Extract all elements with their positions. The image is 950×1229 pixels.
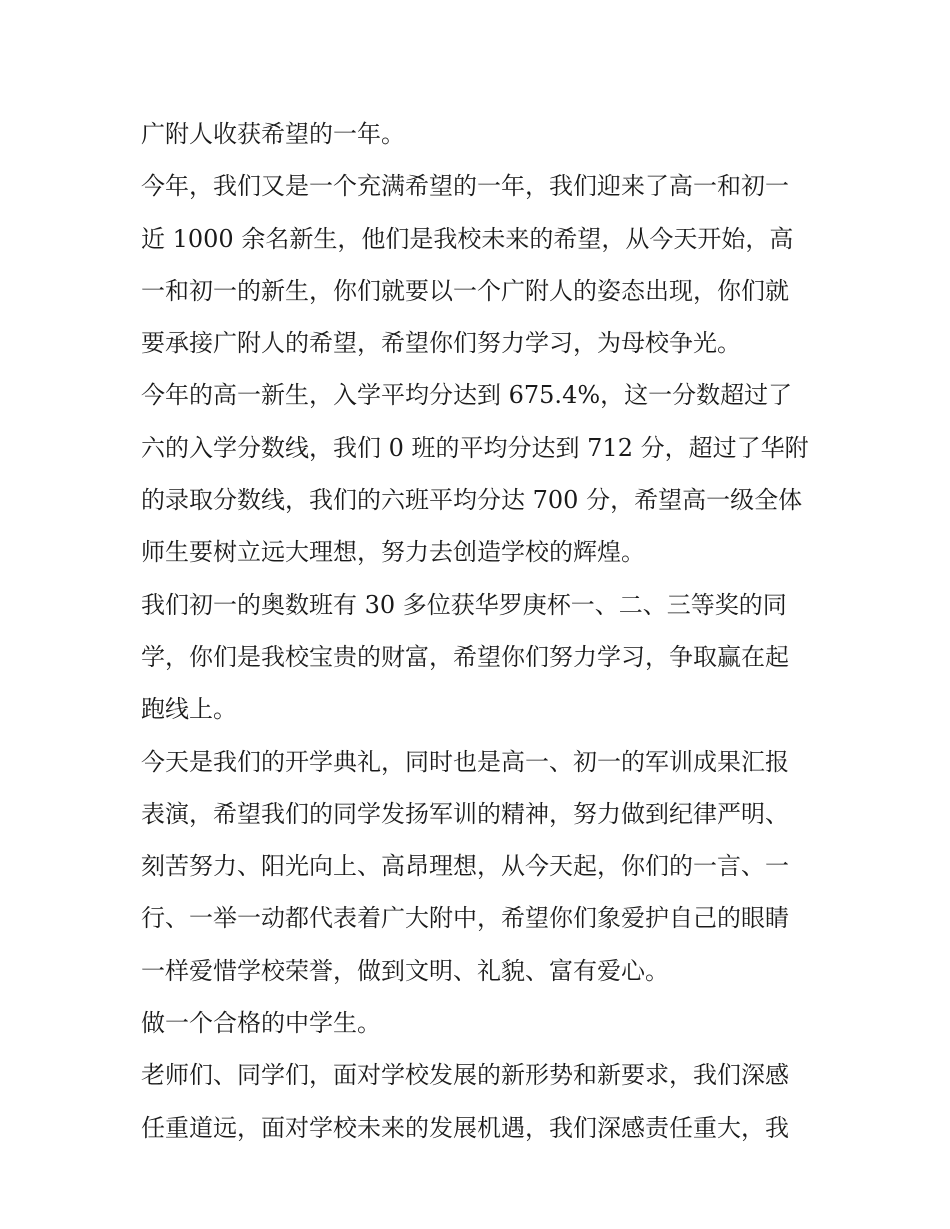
- text-line: 一和初一的新生，你们就要以一个广附人的姿态出现，你们就: [141, 276, 789, 305]
- text-line: 今年的高一新生，入学平均分达到 675.4%，这一分数超过了: [141, 381, 793, 410]
- text-line: 表演，希望我们的同学发扬军训的精神，努力做到纪律严明、: [141, 799, 789, 828]
- text-line: 今天是我们的开学典礼，同时也是高一、初一的军训成果汇报: [141, 747, 789, 776]
- text-line: 师生要树立远大理想，努力去创造学校的辉煌。: [141, 538, 645, 567]
- text-line: 一样爱惜学校荣誉，做到文明、礼貌、富有爱心。: [141, 956, 669, 985]
- text-line: 今年，我们又是一个充满希望的一年，我们迎来了高一和初一: [141, 172, 789, 201]
- text-line: 行、一举一动都代表着广大附中，希望你们象爱护自己的眼睛: [141, 904, 789, 933]
- text-line: 刻苦努力、阳光向上、高昂理想，从今天起，你们的一言、一: [141, 852, 789, 881]
- document-body: [141, 108, 811, 1154]
- text-line: 学，你们是我校宝贵的财富，希望你们努力学习，争取赢在起: [141, 642, 789, 671]
- text-line: 广附人收获希望的一年。: [141, 120, 405, 148]
- text-line: 我们初一的奥数班有 30 多位获华罗庚杯一、二、三等奖的同: [141, 590, 787, 619]
- text-line: 任重道远，面对学校未来的发展机遇，我们深感责任重大，我: [141, 1113, 789, 1142]
- text-line: 的录取分数线，我们的六班平均分达 700 分，希望高一级全体: [141, 486, 803, 515]
- text-line: 六的入学分数线，我们 0 班的平均分达到 712 分，超过了华附: [141, 433, 809, 462]
- text-line: 老师们、同学们，面对学校发展的新形势和新要求，我们深感: [141, 1061, 789, 1090]
- text-line: 近 1000 余名新生，他们是我校未来的希望，从今天开始，高: [141, 224, 794, 253]
- text-line: 跑线上。: [141, 695, 237, 724]
- text-line: 做一个合格的中学生。: [141, 1009, 381, 1038]
- text-line: 要承接广附人的希望，希望你们努力学习，为母校争光。: [141, 329, 741, 358]
